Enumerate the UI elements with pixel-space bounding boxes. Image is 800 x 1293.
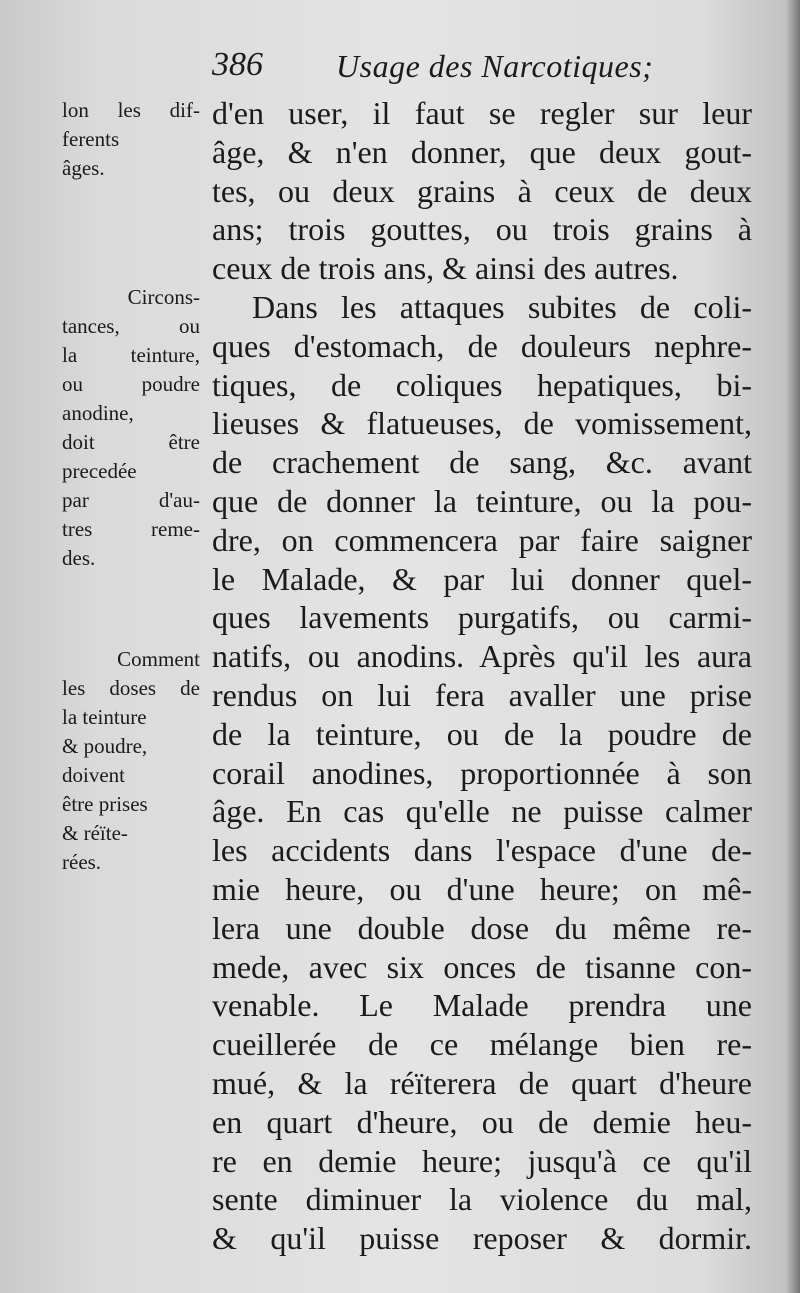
body-line: Dans les attaques subites de coli- [252, 288, 752, 325]
body-line: mede, avec six onces de tisanne con- [212, 948, 752, 985]
margin-note-line: par d'au- [62, 488, 200, 512]
margin-note-ages [62, 96, 200, 183]
margin-note-line: anodine, [62, 401, 134, 425]
margin-note-line: Circons- [127, 285, 200, 309]
margin-note-line: rées. [62, 850, 102, 874]
body-line: lieuses & flatueuses, de vomissement, [212, 405, 752, 442]
body-line: lera une double dose du même re- [212, 909, 752, 946]
body-line: mué, & la réïterera de quart d'heure [212, 1064, 752, 1101]
margin-note-line: doit être [62, 430, 200, 454]
body-line: dre, on commencera par faire saigner [212, 521, 752, 558]
margin-note-line: lon les dif- [62, 98, 200, 122]
body-line: corail anodines, proportionnée à son [212, 754, 752, 791]
body-line: venable. Le Malade prendra une [212, 987, 752, 1024]
body-line: ans; trois gouttes, ou trois grains à [212, 211, 752, 248]
margin-note-line: tres reme- [62, 517, 200, 541]
margin-note-line: la teinture, [62, 343, 200, 367]
body-line: rendus on lui fera avaller une prise [212, 676, 752, 713]
margin-note-line: Comment [117, 647, 200, 671]
body-line: âge, & n'en donner, que deux gout- [212, 133, 752, 170]
body-line: re en demie heure; jusqu'à ce qu'il [212, 1142, 752, 1179]
page-number: 386 [212, 46, 263, 83]
body-line: cueillerée de ce mélange bien re- [212, 1026, 752, 1063]
body-line: de la teinture, ou de la poudre de [212, 715, 752, 752]
margin-note-line: precedée [62, 459, 137, 483]
body-line: les accidents dans l'espace d'une de- [212, 832, 752, 869]
body-line: sente diminuer la violence du mal, [212, 1181, 752, 1218]
body-line: ques d'estomach, de douleurs nephre- [212, 327, 752, 364]
margin-note-line: âges. [62, 156, 105, 180]
page-edge-shadow [786, 0, 800, 1293]
body-line: le Malade, & par lui donner quel- [212, 560, 752, 597]
body-line: de crachement de sang, &c. avant [212, 444, 752, 481]
body-line: d'en user, il faut se regler sur leur [212, 95, 752, 131]
body-line: & qu'il puisse reposer & dormir. [212, 1220, 752, 1257]
body-line: tiques, de coliques hepatiques, bi- [212, 366, 752, 403]
margin-note-circonstances [62, 283, 200, 573]
margin-note-comment [62, 645, 200, 877]
margin-note-line: doivent [62, 763, 125, 787]
body-line: ceux de trois ans, & ainsi des autres. [212, 250, 679, 287]
body-line: âge. En cas qu'elle ne puisse calmer [212, 793, 752, 830]
margin-note-line: ou poudre [62, 372, 200, 396]
body-line: tes, ou deux grains à ceux de deux [212, 172, 752, 209]
body-text [212, 94, 752, 1258]
body-line: ques lavements purgatifs, ou carmi- [212, 599, 752, 636]
running-head: Usage des Narcotiques; [336, 48, 654, 84]
body-line: natifs, ou anodins. Après qu'il les aura [212, 638, 752, 675]
margin-note-line: la teinture [62, 705, 147, 729]
body-line: en quart d'heure, ou de demie heu- [212, 1103, 752, 1140]
margin-note-line: des. [62, 546, 96, 570]
page-header [208, 40, 768, 90]
margin-note-line: & réïte- [62, 821, 128, 845]
body-line: mie heure, ou d'une heure; on mê- [212, 870, 752, 907]
margin-note-line: les doses de [62, 676, 200, 700]
margin-note-line: & poudre, [62, 734, 148, 758]
margin-note-line: ferents [62, 127, 120, 151]
body-line: que de donner la teinture, ou la pou- [212, 482, 752, 519]
margin-note-line: être prises [62, 792, 148, 816]
margin-note-line: tances, ou [62, 314, 200, 338]
